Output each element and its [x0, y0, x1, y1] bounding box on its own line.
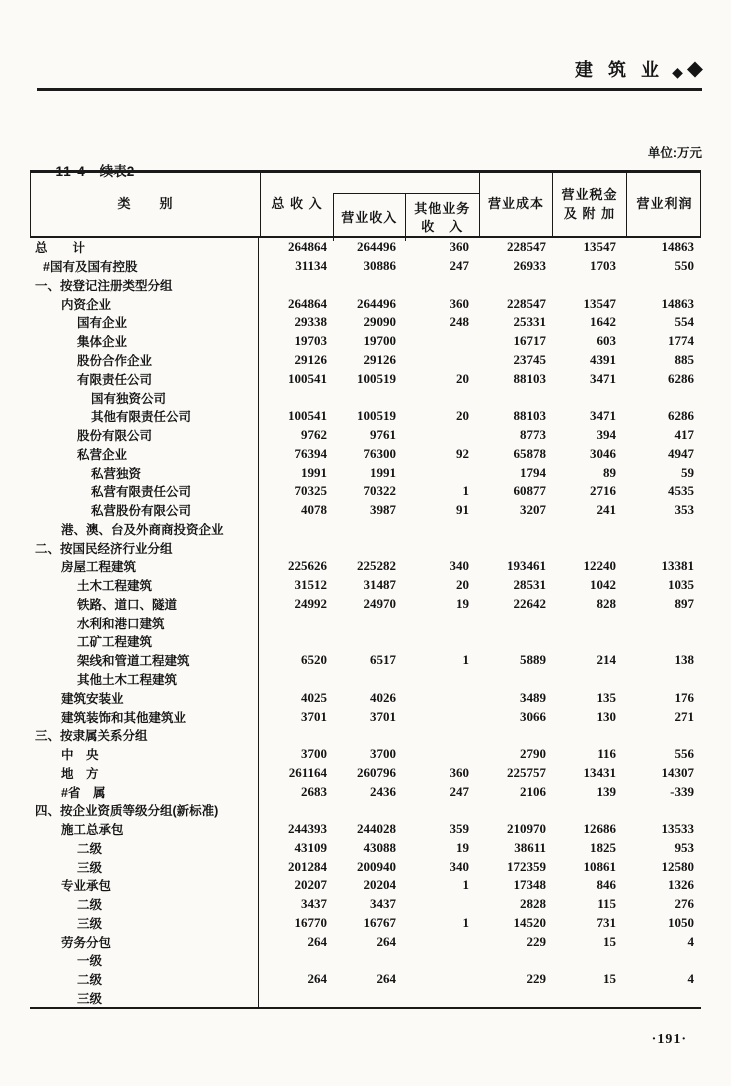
cell-total-income: 100541: [288, 370, 327, 386]
row-label: 二级: [30, 895, 259, 914]
cell-operating-cost: 60877: [513, 483, 546, 499]
cell-business-tax-surcharge: 2716: [590, 483, 616, 499]
cell-operating-income: 43088: [363, 839, 396, 855]
cell-operating-profit: 556: [674, 746, 694, 762]
cell-operating-income: 24970: [363, 595, 396, 611]
cell-operating-profit: 554: [674, 314, 694, 330]
col-header-subgroup: [333, 193, 479, 241]
cell-operating-profit: 13381: [661, 558, 694, 574]
cell-total-income: 16770: [294, 914, 327, 930]
table-row: [30, 407, 701, 426]
cell-operating-cost: 14520: [513, 914, 546, 930]
cell-operating-income: 19700: [363, 333, 396, 349]
cell-operating-profit: 14863: [661, 239, 694, 255]
cell-total-income: 264864: [288, 239, 327, 255]
cell-operating-income: 3987: [370, 502, 396, 518]
cell-other-business-income: 248: [449, 314, 469, 330]
cell-operating-profit: 550: [674, 258, 694, 274]
cell-business-tax-surcharge: 1042: [590, 577, 616, 593]
diamond-large-icon: ◆: [686, 57, 703, 80]
cell-operating-cost: 3066: [520, 708, 546, 724]
row-label: 建筑装饰和其他建筑业: [30, 707, 259, 726]
cell-total-income: 1991: [301, 464, 327, 480]
cell-operating-profit: 4: [687, 971, 694, 987]
table-row: [30, 613, 701, 632]
cell-operating-income: 264: [376, 971, 396, 987]
cell-total-income: 225626: [288, 558, 327, 574]
cell-other-business-income: 360: [449, 764, 469, 780]
row-label: 私营独资: [30, 463, 259, 482]
col-header-operating-cost: 营业成本: [479, 173, 552, 236]
cell-total-income: 29338: [294, 314, 327, 330]
cell-business-tax-surcharge: 116: [597, 746, 616, 762]
cell-operating-income: 29090: [363, 314, 396, 330]
cell-total-income: 3701: [301, 708, 327, 724]
cell-operating-income: 264496: [357, 295, 396, 311]
row-label: 私营有限责任公司: [30, 482, 259, 501]
cell-total-income: 4025: [301, 689, 327, 705]
unit-label: 单位:万元: [647, 146, 702, 160]
cell-business-tax-surcharge: 1703: [590, 258, 616, 274]
cell-total-income: 264: [307, 971, 327, 987]
cell-other-business-income: 20: [456, 370, 469, 386]
cell-operating-cost: 17348: [513, 877, 546, 893]
cell-business-tax-surcharge: 115: [597, 896, 616, 912]
cell-operating-cost: 228547: [507, 239, 546, 255]
cell-other-business-income: 19: [456, 839, 469, 855]
table-row: [30, 388, 701, 407]
cell-other-business-income: 91: [456, 502, 469, 518]
cell-total-income: 76394: [294, 445, 327, 461]
row-label: 其他土木工程建筑: [30, 670, 259, 689]
cell-business-tax-surcharge: 15: [603, 971, 616, 987]
cell-operating-profit: 14863: [661, 295, 694, 311]
cell-other-business-income: 1: [462, 914, 469, 930]
cell-operating-profit: 6286: [668, 408, 694, 424]
row-label: 三级: [30, 989, 259, 1008]
table-row: [30, 313, 701, 332]
cell-other-business-income: 359: [449, 821, 469, 837]
row-label: 土木工程建筑: [30, 576, 259, 595]
row-label: 专业承包: [30, 876, 259, 895]
table-row: [30, 745, 701, 764]
cell-business-tax-surcharge: 89: [603, 464, 616, 480]
cell-operating-profit: 12580: [661, 858, 694, 874]
cell-operating-profit: 1035: [668, 577, 694, 593]
cell-operating-income: 100519: [357, 408, 396, 424]
row-label: 水利和港口建筑: [30, 613, 259, 632]
cell-business-tax-surcharge: 130: [596, 708, 616, 724]
cell-total-income: 3437: [301, 896, 327, 912]
cell-operating-profit: 13533: [661, 821, 694, 837]
row-label: 内资企业: [30, 294, 259, 313]
cell-other-business-income: 340: [449, 558, 469, 574]
cell-total-income: 43109: [294, 839, 327, 855]
table-row: [30, 294, 701, 313]
cell-operating-profit: 417: [674, 427, 694, 443]
cell-business-tax-surcharge: 394: [596, 427, 616, 443]
cell-total-income: 29126: [294, 351, 327, 367]
cell-operating-cost: 22642: [513, 595, 546, 611]
cell-business-tax-surcharge: 846: [596, 877, 616, 893]
row-label: 股份有限公司: [30, 426, 259, 445]
cell-total-income: 9762: [301, 427, 327, 443]
cell-business-tax-surcharge: 139: [596, 783, 616, 799]
cell-operating-cost: 16717: [513, 333, 546, 349]
table-row: [30, 707, 701, 726]
cell-total-income: 31134: [295, 258, 327, 274]
row-label: 一、按登记注册类型分组: [30, 276, 259, 295]
diamond-small-icon: ◆: [672, 63, 683, 80]
other-income-line2: 收 入: [421, 218, 464, 234]
cell-business-tax-surcharge: 3471: [590, 370, 616, 386]
table-row: [30, 444, 701, 463]
row-label: 股份合作企业: [30, 351, 259, 370]
page-number: ·191·: [651, 1032, 687, 1047]
cell-operating-income: 6517: [370, 652, 396, 668]
cell-operating-profit: 176: [674, 689, 694, 705]
cell-operating-profit: 1050: [668, 914, 694, 930]
cell-total-income: 244393: [288, 821, 327, 837]
cell-other-business-income: 247: [449, 258, 469, 274]
cell-operating-profit: 897: [674, 595, 694, 611]
table-row: [30, 989, 701, 1008]
row-label: 私营企业: [30, 444, 259, 463]
table-row: [30, 970, 701, 989]
cell-other-business-income: 340: [449, 858, 469, 874]
row-label: 港、澳、台及外商商投资企业: [30, 519, 259, 538]
cell-operating-income: 264496: [357, 239, 396, 255]
cell-other-business-income: 247: [449, 783, 469, 799]
cell-business-tax-surcharge: 603: [596, 333, 616, 349]
cell-business-tax-surcharge: 13431: [583, 764, 616, 780]
cell-total-income: 4078: [301, 502, 327, 518]
cell-total-income: 20207: [294, 877, 327, 893]
row-label: 二、按国民经济行业分组: [30, 538, 259, 557]
cell-operating-cost: 26933: [513, 258, 546, 274]
table-row: [30, 538, 701, 557]
cell-operating-income: 3701: [370, 708, 396, 724]
table-row: [30, 857, 701, 876]
cell-business-tax-surcharge: 10861: [583, 858, 616, 874]
table-row: [30, 782, 701, 801]
cell-operating-income: 200940: [357, 858, 396, 874]
cell-operating-profit: 6286: [668, 370, 694, 386]
cell-business-tax-surcharge: 3471: [590, 408, 616, 424]
cell-operating-cost: 5889: [520, 652, 546, 668]
cell-operating-cost: 225757: [507, 764, 546, 780]
cell-operating-income: 70322: [363, 483, 396, 499]
cell-business-tax-surcharge: 1825: [590, 839, 616, 855]
table-row: [30, 632, 701, 651]
cell-total-income: 31512: [294, 577, 327, 593]
cell-business-tax-surcharge: 1642: [590, 314, 616, 330]
cell-operating-cost: 1794: [520, 464, 546, 480]
table-row: [30, 369, 701, 388]
table-row: [30, 276, 701, 295]
cell-total-income: 100541: [288, 408, 327, 424]
row-label: 施工总承包: [30, 820, 259, 839]
cell-operating-profit: 59: [681, 464, 694, 480]
cell-operating-profit: 1326: [668, 877, 694, 893]
cell-operating-cost: 2790: [520, 746, 546, 762]
row-label: 二级: [30, 970, 259, 989]
table-code: 11-4: [55, 164, 86, 179]
cell-business-tax-surcharge: 214: [596, 652, 616, 668]
cell-operating-income: 244028: [357, 821, 396, 837]
row-label: 国有独资公司: [30, 388, 259, 407]
cell-business-tax-surcharge: 241: [596, 502, 616, 518]
cell-business-tax-surcharge: 13547: [583, 295, 616, 311]
cell-other-business-income: 1: [462, 483, 469, 499]
cell-total-income: 6520: [301, 652, 327, 668]
cell-operating-profit: 4: [687, 933, 694, 949]
cell-other-business-income: 20: [456, 408, 469, 424]
other-income-line1: 其他业务: [414, 200, 471, 216]
cell-operating-cost: 172359: [507, 858, 546, 874]
table-row: [30, 820, 701, 839]
table-row: [30, 426, 701, 445]
row-label: 私营股份有限公司: [30, 501, 259, 520]
cell-operating-income: 3700: [370, 746, 396, 762]
row-label: 建筑安装业: [30, 688, 259, 707]
row-label: 劳务分包: [30, 932, 259, 951]
cell-operating-income: 100519: [357, 370, 396, 386]
table-row: [30, 670, 701, 689]
cell-operating-cost: 65878: [513, 445, 546, 461]
cell-operating-income: 4026: [370, 689, 396, 705]
cell-operating-profit: 953: [674, 839, 694, 855]
cell-other-business-income: 19: [456, 595, 469, 611]
cell-operating-cost: 2828: [520, 896, 546, 912]
row-label: 房屋工程建筑: [30, 557, 259, 576]
cell-operating-cost: 8773: [520, 427, 546, 443]
cell-operating-profit: -339: [670, 783, 694, 799]
table-row: [30, 951, 701, 970]
row-label: 有限责任公司: [30, 369, 259, 388]
row-label: 三、按隶属关系分组: [30, 726, 259, 745]
cell-operating-income: 3437: [370, 896, 396, 912]
cell-operating-income: 76300: [363, 445, 396, 461]
cell-total-income: 2683: [301, 783, 327, 799]
cell-other-business-income: 360: [449, 295, 469, 311]
table-body: [30, 238, 701, 1009]
row-label: 架线和管道工程建筑: [30, 651, 259, 670]
cell-total-income: 3700: [301, 746, 327, 762]
cell-total-income: 264: [307, 933, 327, 949]
cell-operating-income: 9761: [370, 427, 396, 443]
cell-other-business-income: 92: [456, 445, 469, 461]
col-header-other-business-income: [405, 194, 479, 241]
table-row: [30, 501, 701, 520]
table-row: [30, 257, 701, 276]
chapter-title: 建 筑 业: [575, 59, 665, 80]
row-label: 中 央: [30, 745, 259, 764]
cell-other-business-income: 360: [449, 239, 469, 255]
table-row: [30, 482, 701, 501]
table-row: [30, 763, 701, 782]
row-label: 三级: [30, 914, 259, 933]
table-caption-text: 续表2: [99, 164, 135, 179]
cell-operating-profit: 276: [674, 896, 694, 912]
cell-operating-income: 1991: [370, 464, 396, 480]
cell-operating-income: 30886: [363, 258, 396, 274]
cell-operating-profit: 1774: [668, 333, 694, 349]
cell-operating-profit: 885: [674, 351, 694, 367]
header-rule: [37, 88, 702, 91]
cell-business-tax-surcharge: 12686: [583, 821, 616, 837]
cell-operating-cost: 23745: [513, 351, 546, 367]
cell-operating-cost: 3489: [520, 689, 546, 705]
cell-total-income: 24992: [294, 595, 327, 611]
cell-business-tax-surcharge: 15: [603, 933, 616, 949]
cell-operating-cost: 38611: [514, 839, 546, 855]
cell-other-business-income: 1: [462, 652, 469, 668]
cell-total-income: 264864: [288, 295, 327, 311]
table-header: [30, 170, 701, 238]
cell-operating-income: 260796: [357, 764, 396, 780]
cell-operating-cost: 228547: [507, 295, 546, 311]
cell-total-income: 70325: [294, 483, 327, 499]
row-label: 国有企业: [30, 313, 259, 332]
cell-operating-income: 31487: [363, 577, 396, 593]
table-row: [30, 595, 701, 614]
cell-business-tax-surcharge: 13547: [583, 239, 616, 255]
table-row: [30, 519, 701, 538]
cell-business-tax-surcharge: 3046: [590, 445, 616, 461]
tax-line1: 营业税金: [561, 186, 618, 202]
cell-operating-cost: 88103: [513, 408, 546, 424]
cell-operating-cost: 88103: [513, 370, 546, 386]
cell-business-tax-surcharge: 731: [596, 914, 616, 930]
cell-operating-cost: 229: [526, 971, 546, 987]
col-header-total-income: 总 收 入: [260, 173, 333, 236]
cell-operating-profit: 14307: [661, 764, 694, 780]
cell-operating-profit: 4947: [668, 445, 694, 461]
table-row: [30, 651, 701, 670]
cell-operating-cost: 229: [526, 933, 546, 949]
col-header-category: 类 别: [117, 196, 174, 212]
table-row: [30, 914, 701, 933]
table-row: [30, 839, 701, 858]
cell-total-income: 19703: [294, 333, 327, 349]
table-row: [30, 576, 701, 595]
cell-operating-income: 225282: [357, 558, 396, 574]
cell-operating-profit: 353: [674, 502, 694, 518]
row-label: 四、按企业资质等级分组(新标准): [30, 801, 259, 820]
cell-business-tax-surcharge: 828: [596, 595, 616, 611]
row-label: 铁路、道口、隧道: [30, 595, 259, 614]
table-row: [30, 557, 701, 576]
cell-operating-income: 20204: [363, 877, 396, 893]
cell-operating-income: 29126: [363, 351, 396, 367]
cell-operating-cost: 3207: [520, 502, 546, 518]
cell-operating-income: 264: [376, 933, 396, 949]
table-row: [30, 932, 701, 951]
cell-operating-income: 16767: [363, 914, 396, 930]
table-row: [30, 876, 701, 895]
table-row: [30, 726, 701, 745]
cell-operating-cost: 25331: [513, 314, 546, 330]
table-row: [30, 463, 701, 482]
cell-operating-cost: 28531: [513, 577, 546, 593]
cell-total-income: 261164: [288, 764, 327, 780]
row-label: 工矿工程建筑: [30, 632, 259, 651]
cell-other-business-income: 20: [456, 577, 469, 593]
row-label: #省 属: [30, 782, 259, 801]
table-row: [30, 332, 701, 351]
row-label: 一级: [30, 951, 259, 970]
cell-operating-income: 2436: [370, 783, 396, 799]
cell-operating-profit: 138: [674, 652, 694, 668]
table-row: [30, 688, 701, 707]
row-label: 总 计: [30, 238, 259, 257]
row-label: #国有及国有控股: [30, 257, 259, 276]
cell-operating-profit: 271: [674, 708, 694, 724]
cell-operating-cost: 193461: [507, 558, 546, 574]
row-label: 地 方: [30, 763, 259, 782]
cell-business-tax-surcharge: 12240: [583, 558, 616, 574]
chapter-header: [575, 57, 703, 80]
cell-business-tax-surcharge: 4391: [590, 351, 616, 367]
table-row: [30, 801, 701, 820]
cell-operating-cost: 2106: [520, 783, 546, 799]
cell-total-income: 201284: [288, 858, 327, 874]
table-row: [30, 351, 701, 370]
cell-other-business-income: 1: [462, 877, 469, 893]
cell-operating-cost: 210970: [507, 821, 546, 837]
row-label: 其他有限责任公司: [30, 407, 259, 426]
row-label: 二级: [30, 839, 259, 858]
cell-operating-profit: 4535: [668, 483, 694, 499]
col-header-business-tax: [552, 173, 626, 236]
row-label: 三级: [30, 857, 259, 876]
table-row: [30, 895, 701, 914]
col-header-operating-income: 营业收入: [341, 209, 398, 225]
col-header-operating-profit: 营业利润: [626, 173, 702, 236]
statistics-table: [30, 170, 701, 1009]
cell-business-tax-surcharge: 135: [596, 689, 616, 705]
row-label: 集体企业: [30, 332, 259, 351]
tax-line2: 及 附 加: [563, 205, 616, 221]
